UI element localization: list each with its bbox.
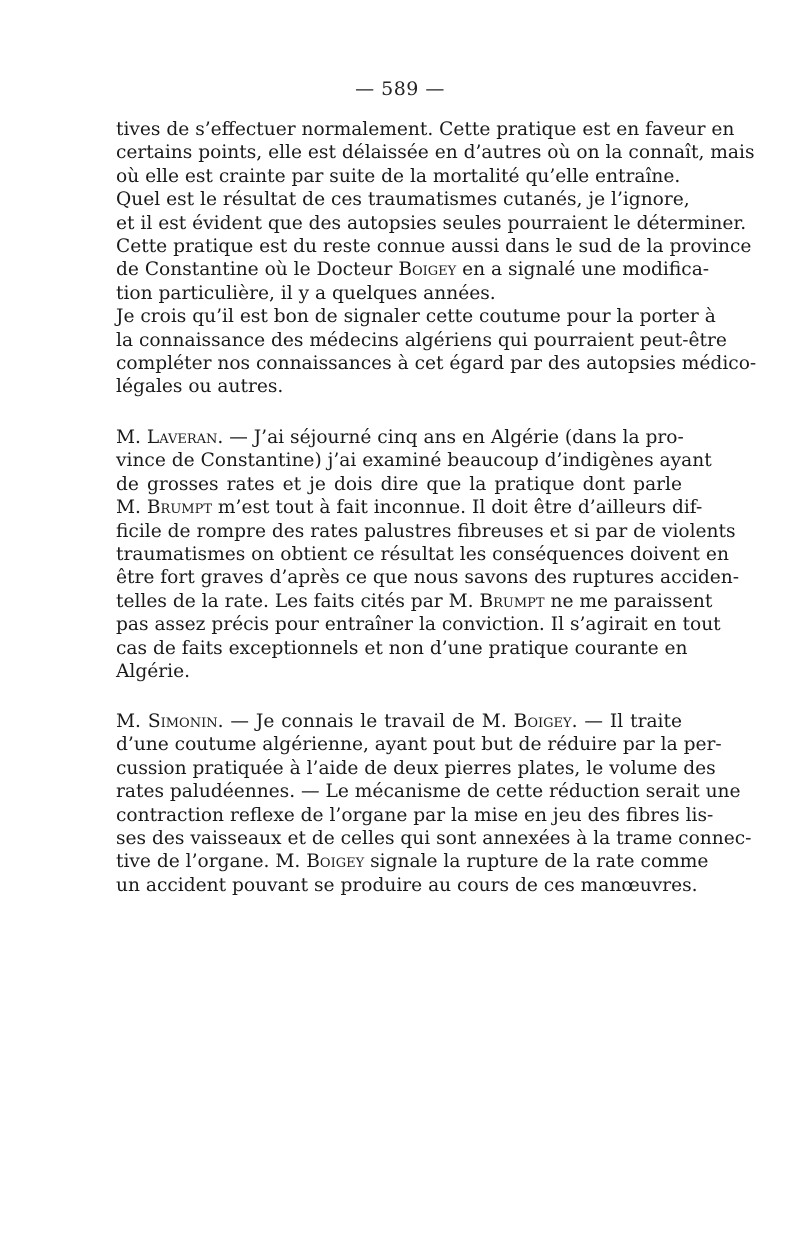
text-line: d’une coutume algérienne, ayant pout but de réduire par la per- [116,734,722,756]
text-line: tion particulière, il y a quelques années. [116,282,496,304]
text-line: de grosses rates et je dois dire que la pratique dont parle [116,473,682,495]
text-line: M. Simonin. — Je connais le travail de M. Boigey. — Il traite [116,711,682,732]
text-line: pas assez précis pour entraîner la conviction. Il s’agirait en tout [116,614,721,636]
text-line: rates paludéennes. — Le mécanisme de cette réduction serait une [116,781,741,803]
text-line: où elle est crainte par suite de la mortalité qu’elle entraîne. [116,165,681,187]
page-number: — 589 — [355,78,445,100]
paragraph-continuation [116,118,755,188]
text-line: cas de faits exceptionnels et non d’une pratique courante en [116,637,688,659]
text-line: certains points, elle est délaissée en d’autres où on la connaît, mais [116,142,755,164]
text-line: être fort graves d’après ce que nous savons des ruptures acciden- [116,567,740,589]
text-line: ficile de rompre des rates palustres fibreuses et si par de violents [116,520,736,542]
text-line: Cette pratique est du reste connue aussi dans le sud de la province [116,235,752,257]
text-line: compléter nos connaissances à cet égard par des autopsies médico- [116,352,757,374]
intervention-simonin [116,710,752,897]
text-line: cussion pratiquée à l’aide de deux pierres plates, le volume des [116,757,716,779]
text-line: vince de Constantine) j’ai examiné beaucoup d’indigènes ayant [116,450,712,472]
text-line: M. Brumpt m’est tout à fait inconnue. Il doit être d’ailleurs dif- [116,497,703,519]
paragraph-signaler [116,305,757,399]
text-line: Algérie. [116,660,191,682]
text-block-top [116,118,757,399]
person-name: Brumpt [146,497,213,519]
text-line: telles de la rate. Les faits cités par M. Brumpt ne me paraissent [116,590,713,612]
text-line: tives de s’effectuer normalement. Cette pratique est en faveur en [116,119,735,140]
person-name: Brumpt [479,590,545,612]
text-line: ses des vaisseaux et de celles qui sont annexées à la trame connec- [116,827,752,849]
text-line: un accident pouvant se produire au cours de ces manœuvres. [116,874,698,896]
speaker-name: Simonin [147,711,218,732]
person-name: Boigey [306,851,365,873]
intervention-laveran [116,426,740,683]
text-line: traumatismes on obtient ce résultat les conséquences doivent en [116,543,729,565]
paragraph-traumatismes [116,188,752,305]
text-line: tive de l’organe. M. Boigey signale la rupture de la rate comme [116,851,709,873]
text-line: de Constantine où le Docteur Boigey en a signalé une modifica- [116,259,710,281]
text-line: contraction reflexe de l’organe par la mise en jeu des fibres lis- [116,804,714,826]
speaker-name: Laveran [146,427,218,448]
person-name: Boigey [398,259,457,281]
text-line: M. Laveran. — J’ai séjourné cinq ans en Algérie (dans la pro- [116,427,684,448]
text-line: Je crois qu’il est bon de signaler cette coutume pour la porter à [116,306,716,328]
text-line: et il est évident que des autopsies seules pourraient le déterminer. [116,212,747,234]
person-name: Boigey [513,711,572,732]
text-line: Quel est le résultat de ces traumatismes cutanés, je l’ignore, [116,189,690,211]
text-line: légales ou autres. [116,376,284,398]
text-line: la connaissance des médecins algériens qui pourraient peut-être [116,329,727,351]
